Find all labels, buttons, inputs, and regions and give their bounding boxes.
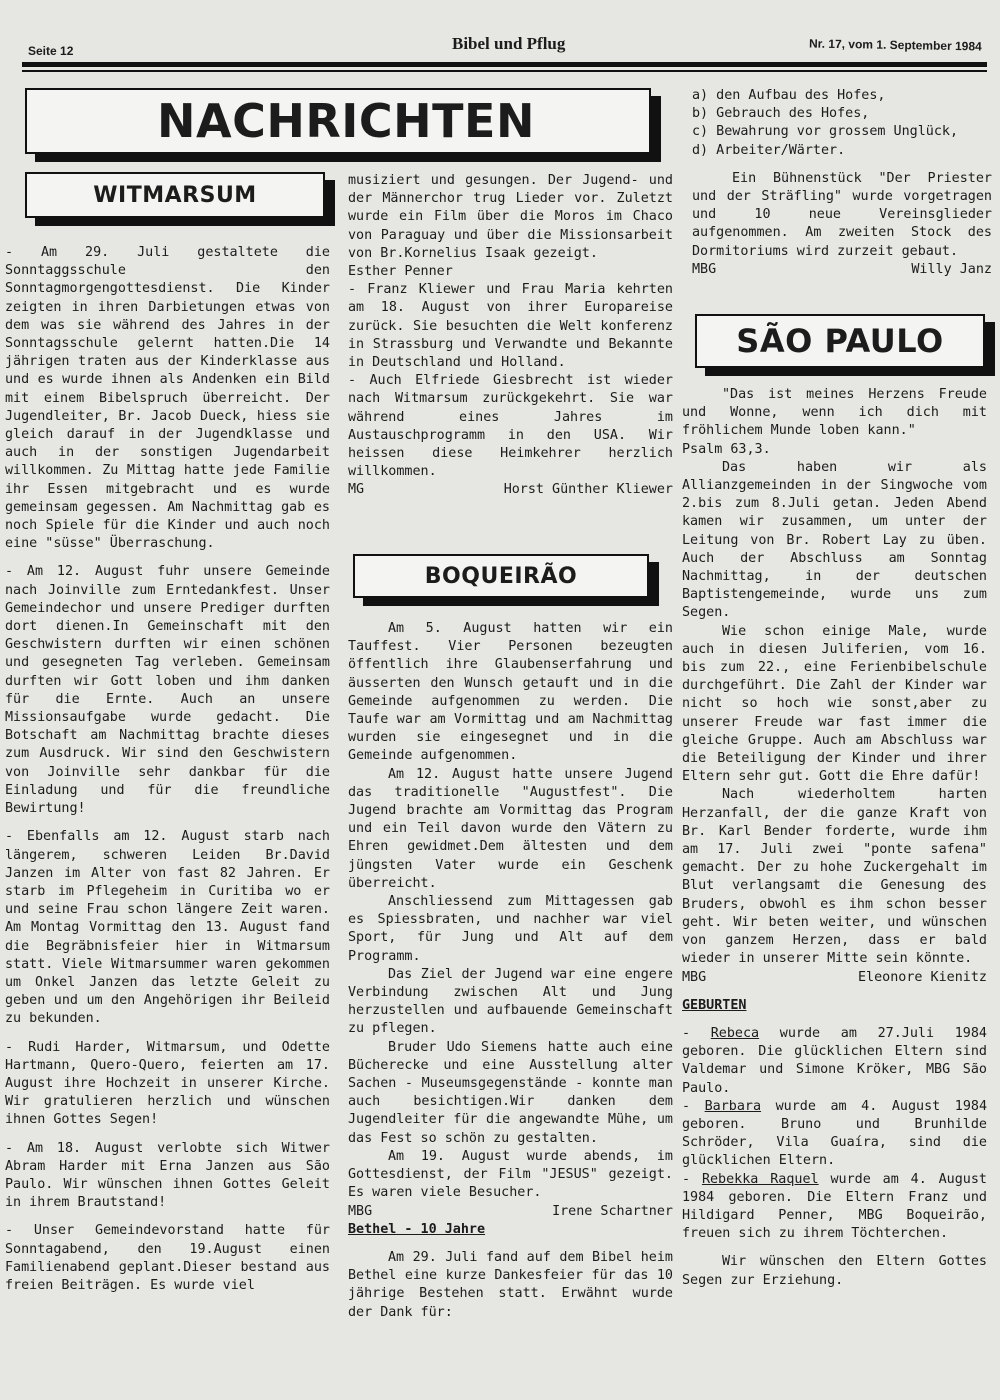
publication-title: Bibel und Pflug [452,34,566,53]
article-paragraph: musiziert und gesungen. Der Jugend- und der Männerchor trug Lieder vor. Zuletzt wurde ein Film über die Moros im Chaco von Paraguay und über die Missionsarbeit von Br.Kornelius Isaak gezeigt. [348,173,682,261]
list-item: d) Arbeiter/Wärter. [692,142,846,158]
author-signature: Willy Janz [911,261,992,277]
article-paragraph: Bruder Udo Siemens hatte auch eine Bücherecke und eine Ausstellung alter Sachen - Museumsgegenstände - konnte man auch besichtigen.Wir danken dem Jugendleiter für die angewandte Mühe, um das Fest so schön zu gestalten. [348,1039,682,1146]
article-paragraph: - Auch Elfriede Giesbrecht ist wieder nach Witmarsum zurückgekehrt. Sie war während eines Jahres im Austauschprogramm in den USA. Wir heissen diese Heimkehrer herzlich willkommen. [348,373,682,480]
author-signature: Esther Penner [348,264,453,280]
geburten-heading: GEBURTEN [682,997,747,1013]
bible-quote: "Das ist meines Herzens Freude und Wonne, wenn ich dich mit fröhlichem Munde loben kann." [682,387,996,439]
article-paragraph: Ein Bühnenstück "Der Priester und der Sträfling" wurde vorgetragen und 10 neue Vereinsglieder aufgenommen. Am zweiten Stock des Dormitoriums wird zurzeit gebaut. [692,170,1000,259]
header-rule [22,62,987,67]
article-paragraph: Am 19. August wurde abends, im Gottesdienst, der Film "JESUS" gezeigt. Es waren viele Besucher. [348,1148,682,1201]
article-paragraph: - Rudi Harder, Witmarsum, und Odette Hartmann, Quero-Quero, feierten am 17. August ihre Hochzeit in unserer Kirche. Wir gratulieren herzlich und wünschen ihnen Gottes Segen! [5,1039,339,1128]
boqueirao-banner: BOQUEIRÃO [353,554,649,598]
signature-line [682,969,987,987]
list-item: b) Gebrauch des Hofes, [692,106,870,122]
article-paragraph: - Ebenfalls am 12. August starb nach längerem, schweren Leiden Br.David Janzen im Alter von fast 82 Jahren. Er starb im Pflegeheim in Curitiba wo er und seine Frau schon längere Zeit waren. Am Montag Vormittag den 13. August fand die Begräbnisfeier hier in Witmarsum statt. Viele Witmarsummer waren gekommen um Onkel Janzen das letzte Geleit zu geben und um den Angehörigen ihr Beileid zu bekunden. [5,829,339,1027]
baby-name: Rebekka Raquel [701,1171,819,1187]
column-boqueirao [348,620,682,1322]
witmarsum-banner: WITMARSUM [25,172,325,218]
signature-line [348,1203,673,1221]
birth-notice: - Rebekka Raquel wurde am 4. August 1984 geboren. Die Eltern Franz und Hildigard Penner, MBG Boqueirão, freuen sich zu ihrem Töchterchen. [682,1171,996,1242]
church-abbrev: MBG [682,969,707,985]
signature-line [692,261,992,279]
church-abbrev: MBG [348,1203,373,1219]
article-paragraph: Am 12. August hatte unsere Jugend das traditionelle "Augustfest". Die Jugend brachte am Vormittag das Program und ein Teil davon wurde den Vätern zu Ehren gewidmet.Dem ältesten und dem jüngsten Vater wurde ein Geschenk überreicht. [348,766,682,891]
column-bethel-continued [692,87,1000,279]
article-paragraph: Nach wiederholtem harten Herzanfall, der die ganze Kraft von Br. Karl Bender forderte, wurde ihm am 17. Juli zwei "ponte safena" gemacht. Der zu hohe Zuckergehalt im Blut verlangsamt die Genesung des Bruders, obwohl es ihm schon besser geht. Wir beten weiter, und wünschen von ganzem Herzen, dass er bald wieder in unserer Mitte sein könnte. [682,787,996,967]
column-witmarsum [5,244,339,1295]
church-abbrev: MBG [692,261,717,277]
column-witmarsum-continued [348,172,682,500]
birth-notice: - Barbara wurde am 4. August 1984 geboren. Bruno und Brunhilde Schröder, Vila Guaíra, sind die glücklichen Eltern. [682,1098,996,1169]
baby-name: Barbara [704,1098,762,1114]
article-paragraph: - Franz Kliewer und Frau Maria kehrten am 18. August von ihrer Europareise zurück. Sie besuchten die Welt konferenz in Strassburg und Verwandte und Bekannte in Deutschland und Holland. [348,282,682,371]
article-paragraph: Wie schon einige Male, wurde auch in diesen Juliferien, vom 16. bis zum 22., eine Ferienbibelschule durchgeführt. Die Zahl der Kinder war nicht so hoch wie sonst,aber zu unserer Freude war fast immer die gleiche Gruppe. Auch am Abschluss war die Beteiligung der Kinder und ihrer Eltern sehr gut. Gott die Ehre dafür! [682,623,996,785]
signature-line [348,481,673,499]
article-paragraph: Anschliessend zum Mittagessen gab es Spiessbraten, und nachher war viel Sport, für Jung und Alt auf dem Programm. [348,894,682,964]
baby-name: Rebeca [710,1025,760,1041]
bethel-heading: Bethel - 10 Jahre [348,1221,486,1237]
page-header [22,30,982,60]
article-paragraph: - Am 18. August verlobte sich Witwer Abram Harder mit Erna Janzen aus São Paulo. Wir wünschen ihnen Gottes Geleit in ihrem Brautstand! [5,1140,339,1211]
article-paragraph: - Unser Gemeindevorstand hatte für Sonntagabend, den 19.August einen Familienabend geplant.Dieser bestand aus freien Beiträgen. Es wurde viel [5,1223,339,1293]
article-paragraph: - Am 29. Juli gestaltete die Sonntaggsschule den Sonntagmorgengottesdienst. Die Kinder zeigten in ihren Darbietungen etwas von dem was sie während des Jahres in der Sonntagsschule gelernt hatten.Die 14 jährigen traten aus der Kinderklasse aus und es wurde ihnen als Andenken ein Bild mit einem Bibelspruch überreicht. Der Jugendleiter, Br. Jacob Dueck, hiess sie gleich darauf in der Jugendklasse und auch in der sonstigen Jugendarbeit willkommen. Zu Mittag hatte jede Familie ihr Essen mitgebracht und es wurde gemeinsam gegessen. Am Nachmittag gab es noch Spiele für die Kinder und auch noch eine "süsse" Überraschung. [5,245,339,552]
birth-text: wurde am 4. August 1984 geboren. Die Eltern Franz und Hildigard Penner, MBG Boqueirão, freuen sich zu ihrem Töchterchen. [682,1171,996,1242]
article-paragraph: Das Ziel der Jugend war eine engere Verbindung zwischen Alt und Jung herzustellen und aufbauende Gemeinschaft zu pflegen. [348,966,682,1037]
list-item: c) Bewahrung vor grossem Unglück, [692,124,959,140]
article-paragraph: Am 29. Juli fand auf dem Bibel heim Bethel eine kurze Dankesfeier für das 10 jährige Bestehen statt. Erwähnt wurde der Dank für: [348,1249,682,1320]
page-number: Seite 12 [28,44,74,58]
author-signature: Irene Schartner [552,1203,673,1219]
author-signature: Horst Günther Kliewer [503,482,673,498]
birth-notice: - Rebeca wurde am 27.Juli 1984 geboren. Die glücklichen Eltern sind Valdemar und Simone Kröker, MBG São Paulo. [682,1025,996,1096]
article-paragraph: Das haben wir als Allianzgemeinden in der Singwoche vom 2.bis zum 8.Juli getan. Jeden Abend kamen wir zusammen, um unter der Leitung von Br. Robert Lay zu üben. Auch der Abschluss am Sonntag Nachmittag, in der deutschen Baptistengemeinde, wurde uns zum Segen. [682,459,996,621]
column-saopaulo [682,386,996,1290]
closing-wish: Wir wünschen den Eltern Gottes Segen zur Erziehung. [682,1254,996,1288]
birth-text: wurde am 4. August 1984 geboren. Bruno und Brunhilde Schröder, Vila Guaíra, sind die glücklichen Eltern. [682,1098,996,1169]
bible-reference: Psalm 63,3. [682,441,771,457]
header-rule-thin [22,70,987,72]
saopaulo-banner: SÃO PAULO [695,314,985,368]
list-item: a) den Aufbau des Hofes, [692,88,886,103]
church-abbrev: MG [348,482,365,498]
article-paragraph: Am 5. August hatten wir ein Tauffest. Vier Personen bezeugten öffentlich ihre Glaubenserfahrung und äusserten den Wunsch getauft und in die Gemeinde aufgenommen zu werden. Die Taufe war am Vormittag und am Nachmittag wurden sie eingesegnet und in die Gemeinde aufgenommen. [348,621,682,764]
nachrichten-banner: NACHRICHTEN [25,88,651,154]
issue-info: Nr. 17, vom 1. September 1984 [809,36,983,54]
article-paragraph: - Am 12. August fuhr unsere Gemeinde nach Joinville zum Erntedankfest. Unser Gemeindechor und unsere Prediger durften dort dienen.In Gemeinschaft mit den Geschwistern durften wir einen schönen und gesegneten Tag verleben. Gemeinsam durften wir Gott loben und ihm danken für die Ernte. Auch an unsere Missionsaufgabe wurde gedacht. Die Botschaft am Nachmittag brachte dieses zum Ausdruck. Wir sind den Geschwistern von Joinville sehr dankbar für die Einladung und für die freundliche Bewirtung! [5,564,339,817]
birth-text: wurde am 27.Juli 1984 geboren. Die glücklichen Eltern sind Valdemar und Simone Kröker, MBG São Paulo. [682,1025,996,1096]
author-signature: Eleonore Kienitz [858,969,987,985]
